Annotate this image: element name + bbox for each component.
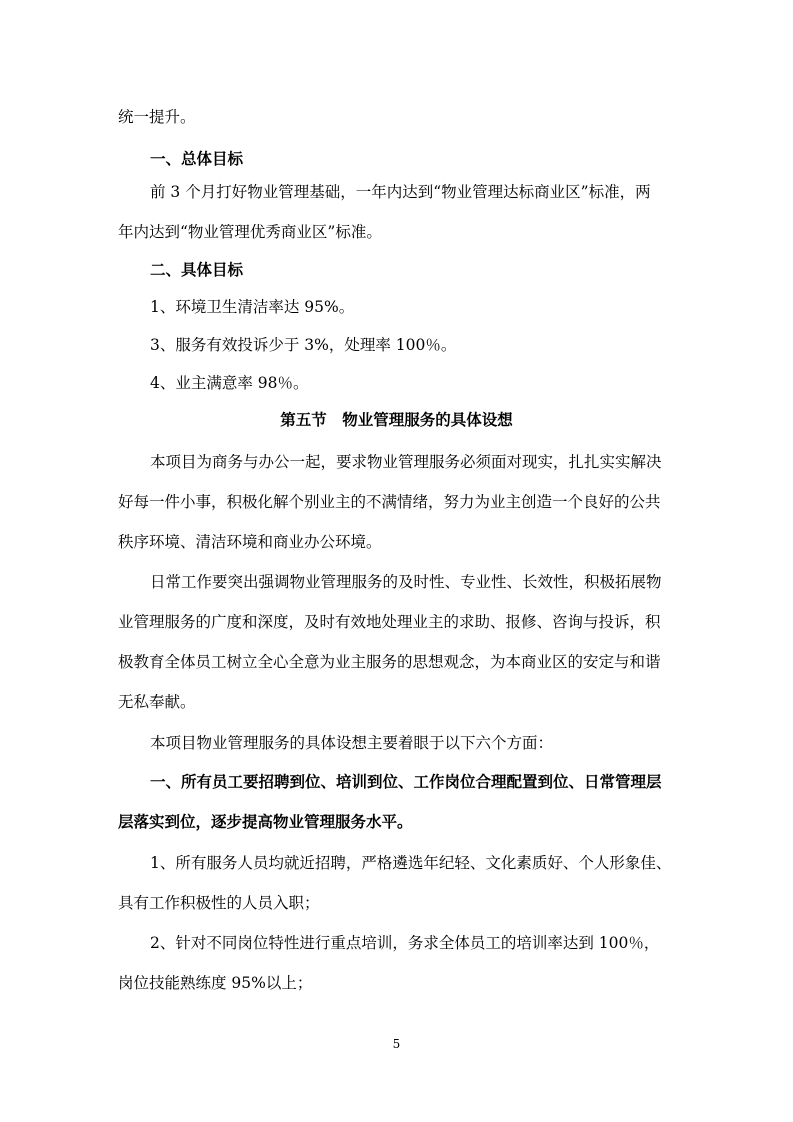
bold-heading-line: 一、所有员工要招聘到位、培训到位、工作岗位合理配置到位、日常管理层	[150, 772, 662, 791]
section-heading: 一、总体目标	[150, 149, 244, 168]
text-line: 本项目为商务与办公一起，要求物业管理服务必须面对现实，扎扎实实解决	[150, 453, 662, 471]
list-item: 4、业主满意率 98％。	[150, 374, 309, 392]
list-item: 1、所有服务人员均就近招聘，严格遴选年纪轻、文化素质好、个人形象佳、	[150, 854, 672, 872]
section-heading: 二、具体目标	[150, 260, 244, 279]
text-line: 本项目物业管理服务的具体设想主要着眼于以下六个方面：	[150, 734, 554, 752]
text-line: 秩序环境、清洁环境和商业办公环境。	[118, 533, 382, 551]
section-title: 第五节 物业管理服务的具体设想	[280, 410, 513, 429]
text-line: 具有工作积极性的人员入职；	[118, 894, 320, 912]
text-line: 好每一件小事，积极化解个别业主的不满情绪，努力为业主创造一个良好的公共	[118, 493, 661, 511]
text-line: 岗位技能熟练度 95%以上；	[118, 974, 313, 992]
text-line: 业管理服务的广度和深度，及时有效地处理业主的求助、报修、咨询与投诉，积	[118, 613, 661, 631]
list-item: 3、服务有效投诉少于 3%，处理率 100％。	[150, 336, 457, 354]
text-line: 无私奉献。	[118, 693, 196, 711]
list-item: 2、针对不同岗位特性进行重点培训，务求全体员工的培训率达到 100％，	[150, 934, 660, 952]
bold-heading-line: 层落实到位，逐步提高物业管理服务水平。	[118, 812, 413, 831]
list-item: 1、环境卫生清洁率达 95%。	[150, 298, 355, 316]
text-line: 极教育全体员工树立全心全意为业主服务的思想观念，为本商业区的安定与和谐	[118, 653, 661, 671]
text-line: 前 3 个月打好物业管理基础，一年内达到“物业管理达标商业区”标准，两	[150, 183, 651, 201]
page-number: 5	[392, 1037, 401, 1051]
text-line: 年内达到“物业管理优秀商业区”标准。	[118, 223, 382, 241]
text-line: 日常工作要突出强调物业管理服务的及时性、专业性、长效性，积极拓展物	[150, 573, 662, 591]
text-line: 统一提升。	[118, 108, 196, 126]
